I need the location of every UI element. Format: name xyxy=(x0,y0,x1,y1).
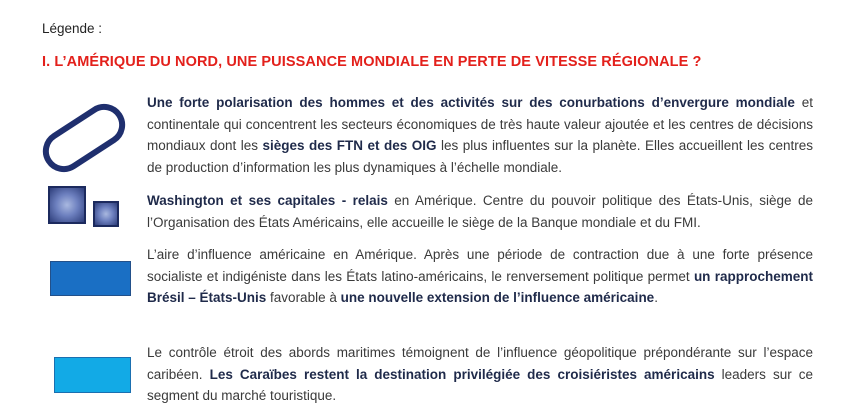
squares-icon xyxy=(48,186,122,228)
legend-text: . xyxy=(654,290,658,305)
legend-item-text xyxy=(147,92,813,178)
large-square-icon xyxy=(48,186,86,224)
legend-text-emphasis: Une forte polarisation des hommes et des activités sur des conurbations d’envergure mondiale xyxy=(147,95,795,110)
small-square-icon xyxy=(93,201,119,227)
light-blue-rect-icon xyxy=(54,357,131,393)
legend-text: leaders sur ce segment du marché touristique. xyxy=(147,366,813,403)
legend-text: Le contrôle étroit des abords maritimes témoignent de l’influence géopolitique prépondérante sur l’espace caribéen. xyxy=(147,345,813,382)
legend-item-text xyxy=(147,342,813,407)
legend-text-emphasis: Washington et ses capitales - relais xyxy=(147,193,388,208)
legend-text: en Amérique. Centre du pouvoir politique des États-Unis, siège de l’Organisation des États Américains, elle accueille le siège de la Banque mondiale et du FMI. xyxy=(147,193,813,230)
legend-label: Légende : xyxy=(42,21,103,36)
legend-text: les plus influentes sur la planète. Elles accueillent les centres de production d’information les plus dynamiques à l’échelle mondiale. xyxy=(147,138,813,175)
legend-item-text xyxy=(147,190,813,233)
section-title: I. L’AMÉRIQUE DU NORD, UNE PUISSANCE MONDIALE EN PERTE DE VITESSE RÉGIONALE ? xyxy=(42,54,702,70)
legend-item-text xyxy=(147,244,813,309)
dark-blue-rect-icon xyxy=(50,261,131,296)
ellipse-shape xyxy=(39,100,129,176)
legend-text: et continentale qui concentrent les secteurs économiques de très haute valeur ajoutée et les centres de décisions mondiaux dont les xyxy=(147,95,813,153)
legend-text-emphasis: un rapprochement Brésil – États-Unis xyxy=(147,268,813,305)
ellipse-outline-icon-svg xyxy=(30,98,138,178)
legend-text: L’aire d’influence américaine en Amérique. Après une période de contraction due à une forte présence socialiste et indigéniste dans les États latino-américains, le renversement politique permet xyxy=(147,247,813,284)
ellipse-outline-icon xyxy=(30,98,138,178)
legend-text-emphasis: sièges des FTN et des OIG xyxy=(262,138,437,153)
legend-text-emphasis: une nouvelle extension de l’influence américaine xyxy=(340,290,655,305)
legend-text-emphasis: Les Caraïbes restent la destination privilégiée des croisiéristes américains xyxy=(209,366,715,382)
legend-text: favorable à xyxy=(266,290,341,305)
